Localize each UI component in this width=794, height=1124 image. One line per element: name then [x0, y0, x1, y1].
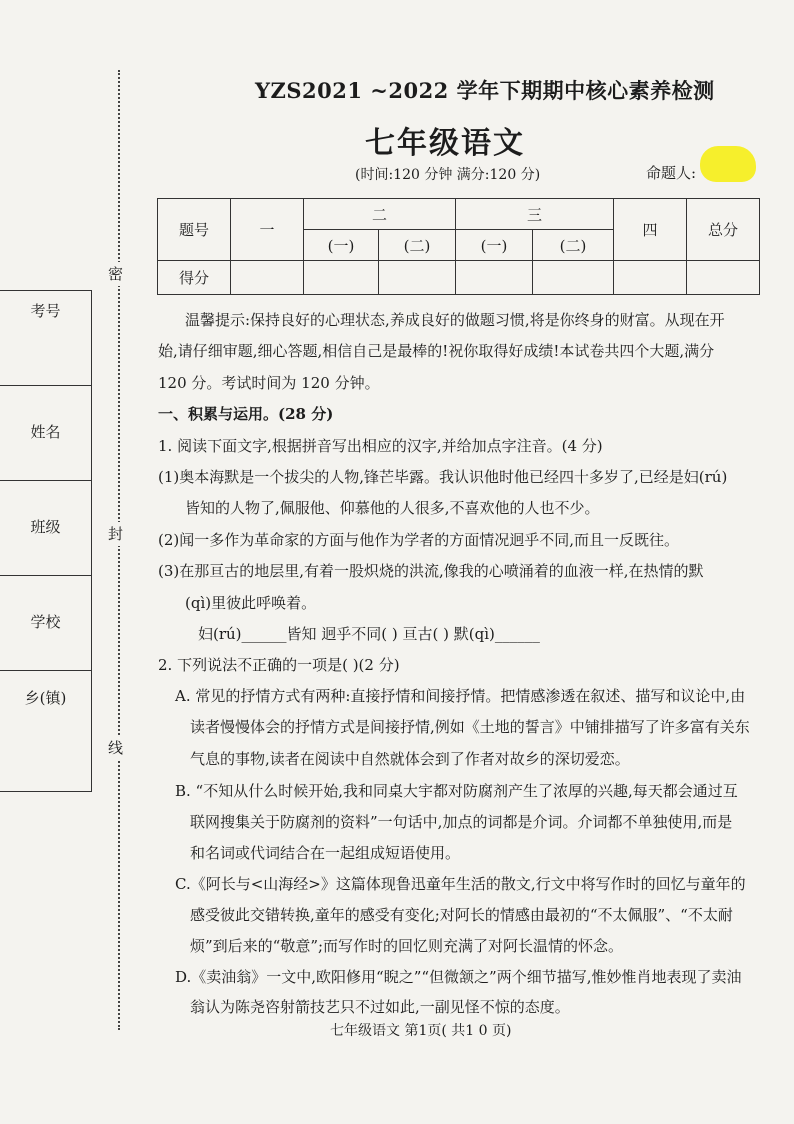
- score-cell[interactable]: [304, 261, 379, 295]
- score-header-two: 二: [304, 199, 456, 230]
- score-header-one: 一: [231, 199, 304, 261]
- seal-dotted-line: [118, 70, 120, 1030]
- time-info: (时间:120 分钟 满分:120 分): [355, 167, 541, 183]
- option-d-line2: 翁认为陈尧咨射箭技艺只不过如此,一副见怪不惊的态度。: [190, 998, 570, 1016]
- option-c-line2: 感受彼此交错转换,童年的感受有变化;对阿长的情感由最初的“不太佩服”、“不太耐: [190, 906, 733, 924]
- setter-label: 命题人:: [646, 164, 697, 182]
- question-1: 1. 阅读下面文字,根据拼音写出相应的汉字,并给加点字注音。(4 分): [158, 437, 603, 455]
- exam-title: YZS2021 ~2022 学年下期期中核心素养检测: [255, 78, 715, 103]
- field-name: 姓名: [0, 386, 92, 481]
- score-header-qnum: 题号: [158, 199, 231, 261]
- tip-line-3: 120 分。考试时间为 120 分钟。: [158, 374, 380, 392]
- score-cell[interactable]: [614, 261, 687, 295]
- q1-part1-line1: (1)奥本海默是一个拔尖的人物,锋芒毕露。我认识他时他已经四十多岁了,已经是妇(rú): [158, 468, 728, 486]
- option-b-line2: 联网搜集关于防腐剂的资料”一句话中,加点的词都是介词。介词都不单独使用,而是: [190, 813, 733, 831]
- page-footer: 七年级语文 第1页( 共1 0 页): [330, 1023, 512, 1039]
- field-town: 乡(镇): [0, 671, 92, 792]
- option-b-line3: 和名词或代词结合在一起组成短语使用。: [190, 844, 461, 862]
- score-cell[interactable]: [231, 261, 304, 295]
- score-header-four: 四: [614, 199, 687, 261]
- student-info-table: [0, 290, 92, 792]
- question-2: 2. 下列说法不正确的一项是( )(2 分): [158, 656, 400, 674]
- q1-part3-line1: (3)在那亘古的地层里,有着一股炽烧的洪流,像我的心喷涌着的血液一样,在热情的默: [158, 562, 704, 580]
- seal-char-feng: 封: [108, 522, 123, 546]
- option-c-line1: C.《阿长与<山海经>》这篇体现鲁迅童年生活的散文,行文中将写作时的回忆与童年的: [175, 875, 746, 893]
- score-cell[interactable]: [687, 261, 760, 295]
- q1-part1-line2: 皆知的人物了,佩服他、仰慕他的人很多,不喜欢他的人也不少。: [185, 499, 600, 517]
- option-a-line2: 读者慢慢体会的抒情方式是间接抒情,例如《土地的誓言》中铺排描写了许多富有关东: [190, 718, 750, 736]
- score-sub-2-1: (一): [304, 230, 379, 261]
- score-cell[interactable]: [379, 261, 456, 295]
- tip-line-1: 温馨提示:保持良好的心理状态,养成良好的做题习惯,将是你终身的财富。从现在开: [185, 311, 725, 329]
- seal-char-xian: 线: [108, 736, 123, 760]
- subject-title: 七年级语文: [365, 126, 525, 161]
- section-1-heading: 一、积累与运用。(28 分): [158, 405, 334, 423]
- redaction-blot: [700, 146, 756, 182]
- score-sub-2-2: (二): [379, 230, 456, 261]
- option-a-line3: 气息的事物,读者在阅读中自然就体会到了作者对故乡的深切爱恋。: [190, 750, 630, 768]
- score-cell[interactable]: [456, 261, 533, 295]
- score-sub-3-2: (二): [533, 230, 614, 261]
- field-class: 班级: [0, 481, 92, 576]
- score-header-three: 三: [456, 199, 614, 230]
- option-c-line3: 烦”到后来的“敬意”;而写作时的回忆则充满了对阿长温情的怀念。: [190, 937, 624, 955]
- score-header-total: 总分: [687, 199, 760, 261]
- field-exam-number: 考号: [0, 291, 92, 386]
- score-row-label: 得分: [158, 261, 231, 295]
- tip-line-2: 始,请仔细审题,细心答题,相信自己是最棒的!祝你取得好成绩!本试卷共四个大题,满分: [158, 342, 715, 360]
- q1-part2: (2)闻一多作为革命家的方面与他作为学者的方面情况迥乎不同,而且一反既往。: [158, 531, 680, 549]
- seal-char-mi: 密: [108, 262, 123, 286]
- score-sub-3-1: (一): [456, 230, 533, 261]
- score-table: [157, 198, 760, 295]
- option-b-line1: B. “不知从什么时候开始,我和同桌大宇都对防腐剂产生了浓厚的兴趣,每天都会通过互: [175, 782, 738, 800]
- q1-part3-line2: (qì)里彼此呼唤着。: [185, 594, 317, 612]
- option-d-line1: D.《卖油翁》一文中,欧阳修用“睨之”“但微颔之”两个细节描写,惟妙惟肖地表现了卖油: [175, 968, 742, 986]
- q1-answer-blanks[interactable]: 妇(rú)______皆知 迥乎不同( ) 亘古( ) 默(qì)______: [198, 625, 540, 643]
- option-a-line1: A. 常见的抒情方式有两种:直接抒情和间接抒情。把情感渗透在叙述、描写和议论中,由: [175, 687, 746, 705]
- field-school: 学校: [0, 576, 92, 671]
- score-cell[interactable]: [533, 261, 614, 295]
